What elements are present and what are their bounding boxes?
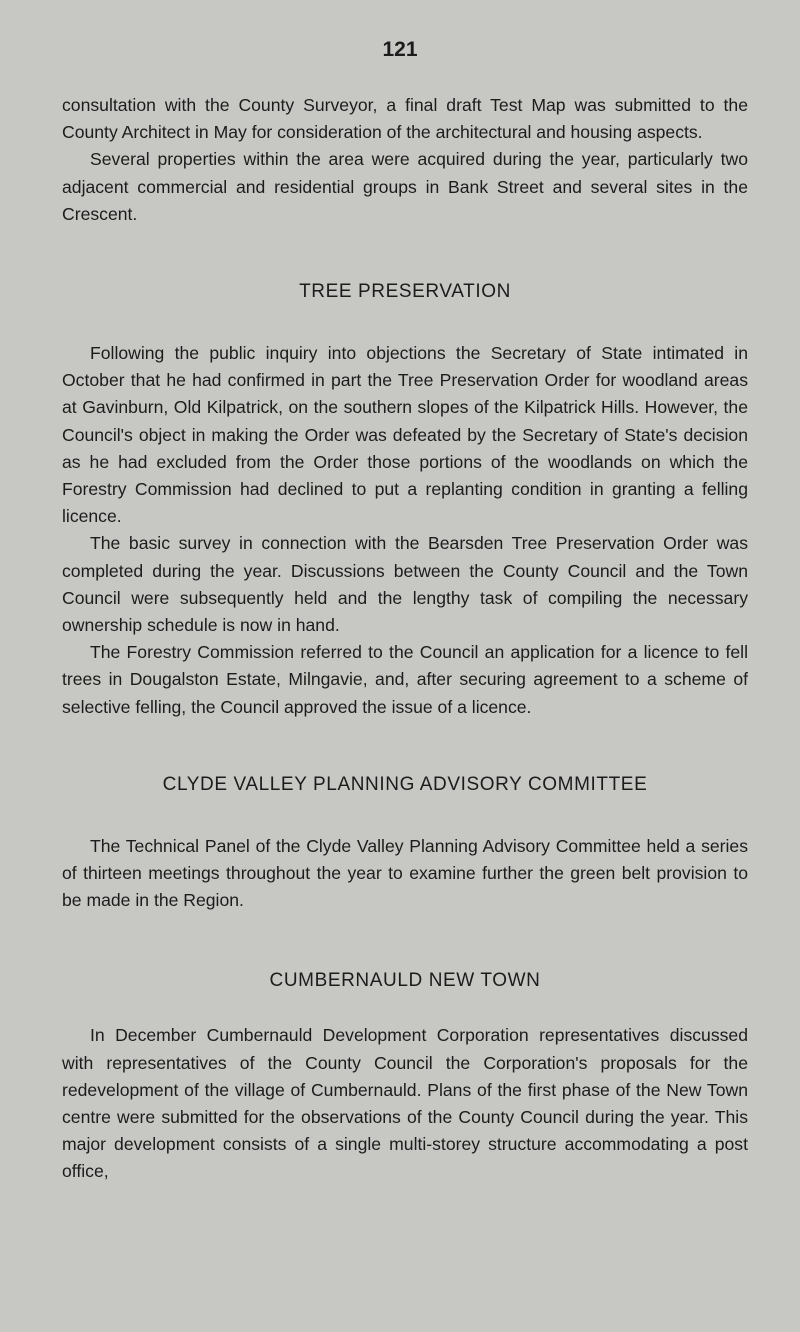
tree-preservation-section xyxy=(62,281,748,721)
cumbernauld-paragraph-1: In December Cumbernauld Development Corporation representatives discussed with representatives of the County Council the Corporation's proposals for the redevelopment of the village of Cumbernauld. Plans of the first phase of the New Town centre were submitted for the observations of the County Council during the year. This major development consists of a single multi-storey structure accommodating a post office, xyxy=(62,1025,748,1182)
clyde-valley-section xyxy=(62,774,748,915)
tree-preservation-paragraph-2: The basic survey in connection with the Bearsden Tree Preservation Order was completed during the year. Discussions between the County Council and the Town Council were subsequently held and the lengthy task of compiling the necessary ownership schedule is now in hand. xyxy=(62,533,748,636)
page-number: 121 xyxy=(382,38,418,61)
tree-preservation-paragraph-1: Following the public inquiry into objections the Secretary of State intimated in October that he had confirmed in part the Tree Preservation Order for woodland areas at Gavinburn, Old Kilpatrick, on the southern slopes of the Kilpatrick Hills. However, the Council's object in making the Order was defeated by the Secretary of State's decision as he had excluded from the Order those portions of the woodlands on which the Forestry Commission had declined to put a replanting condition in granting a felling licence. xyxy=(62,343,748,527)
cumbernauld-section xyxy=(62,970,748,1185)
intro-paragraph-2: Several properties within the area were acquired during the year, particularly two adjacent commercial and residential groups in Bank Street and several sites in the Crescent. xyxy=(62,149,748,224)
tree-preservation-heading: TREE PRESERVATION xyxy=(299,281,511,303)
clyde-valley-heading: CLYDE VALLEY PLANNING ADVISORY COMMITTEE xyxy=(162,773,648,795)
cumbernauld-heading: CUMBERNAULD NEW TOWN xyxy=(269,970,541,992)
intro-paragraph-1: consultation with the County Surveyor, a final draft Test Map was submitted to the County Architect in May for consideration of the architectural and housing aspects. xyxy=(62,95,748,143)
intro-section xyxy=(62,92,748,228)
clyde-valley-paragraph-1: The Technical Panel of the Clyde Valley Planning Advisory Committee held a series of thirteen meetings throughout the year to examine further the green belt provision to be made in the Region. xyxy=(62,835,748,911)
page-content xyxy=(62,92,748,1186)
tree-preservation-paragraph-3: The Forestry Commission referred to the Council an application for a licence to fell trees in Dougalston Estate, Milngavie, and, after securing agreement to a scheme of selective felling, the Council approved the issue of a licence. xyxy=(62,642,748,717)
